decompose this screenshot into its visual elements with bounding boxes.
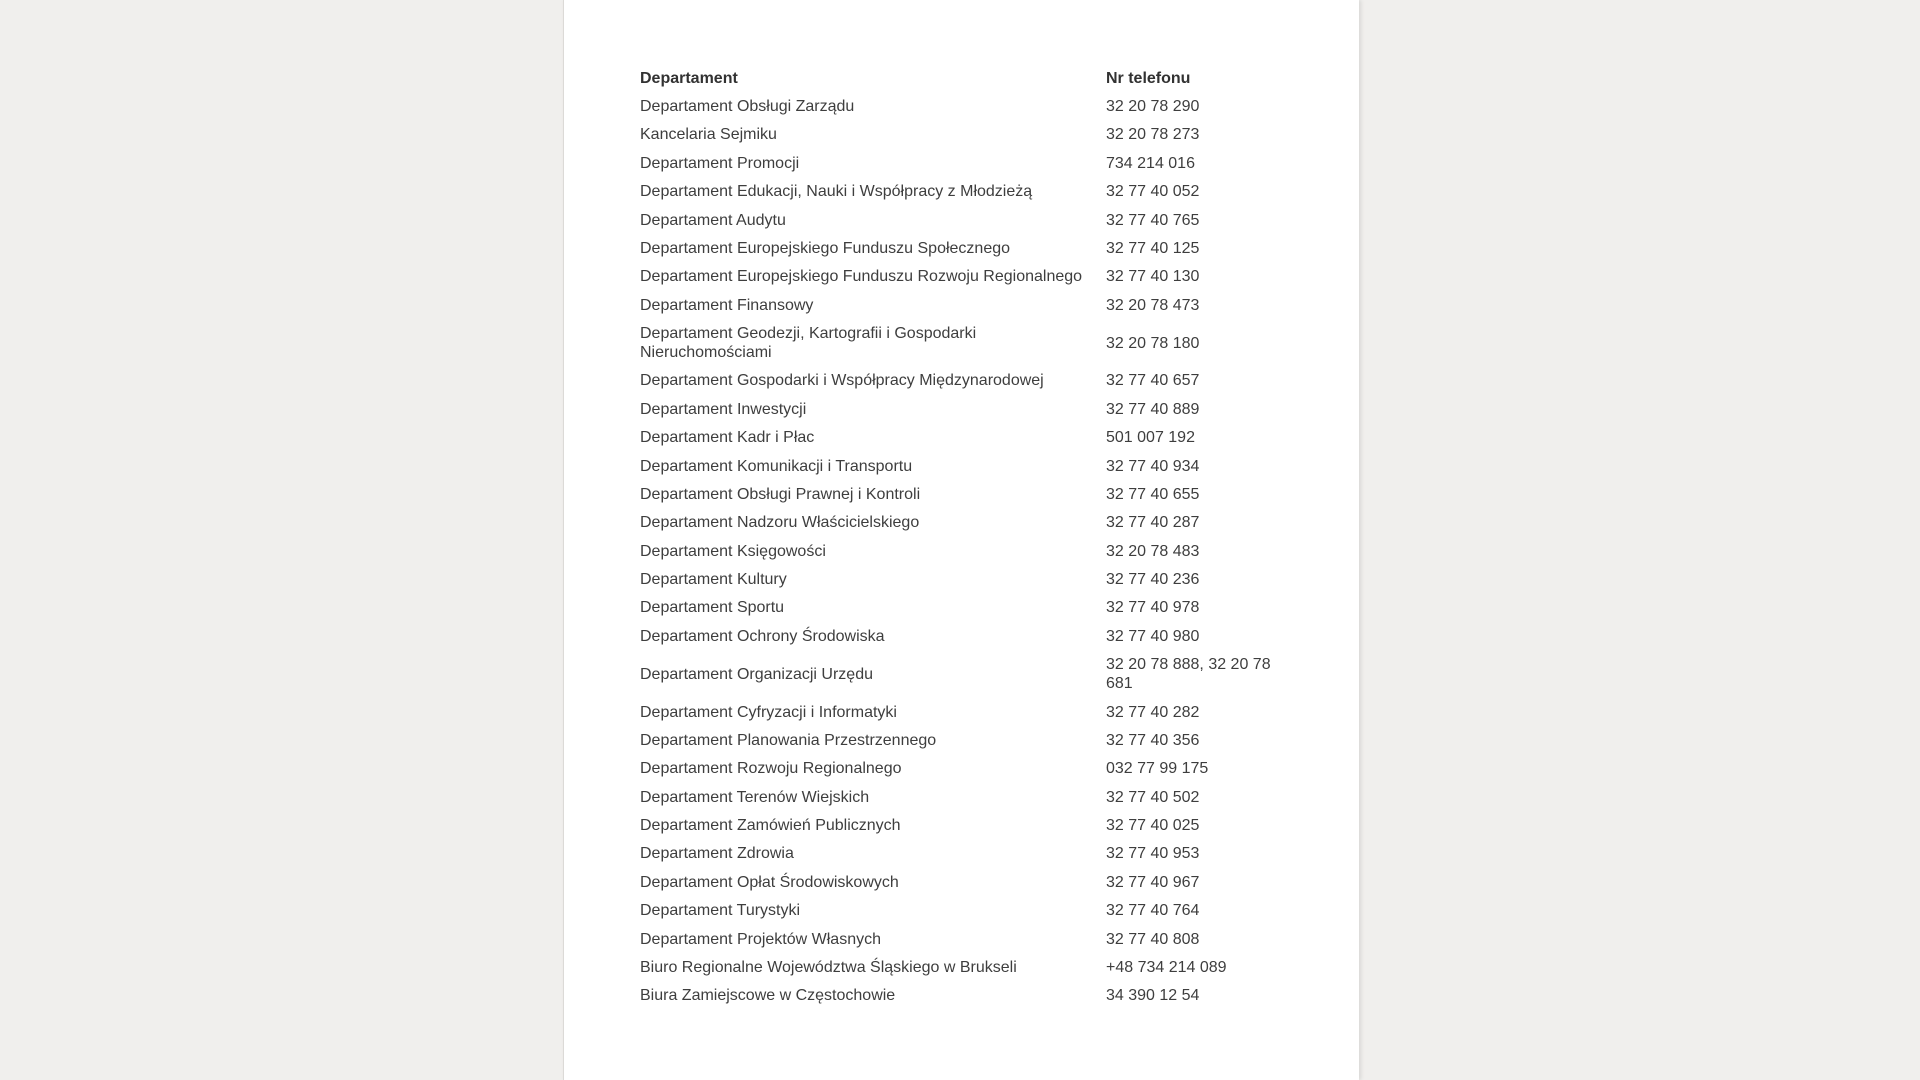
phone-number-cell: 32 77 40 502 (1106, 788, 1200, 806)
department-name-cell: Kancelaria Sejmiku (640, 126, 777, 144)
phone-number-cell: 32 77 40 657 (1106, 372, 1200, 390)
department-name-cell: Departament Promocji (640, 154, 800, 172)
table-row (640, 395, 1276, 423)
phone-number-cell: 32 77 40 655 (1106, 485, 1200, 503)
phone-number-cell: 32 77 40 967 (1106, 873, 1200, 891)
table-row (640, 367, 1276, 395)
department-name-cell: Biura Zamiejscowe w Częstochowie (640, 987, 896, 1005)
phone-number-cell: 734 214 016 (1106, 154, 1195, 172)
table-row (640, 840, 1276, 868)
table-header-row (640, 64, 1276, 92)
content-panel (563, 0, 1359, 1080)
table-row (640, 953, 1276, 981)
table-row (640, 509, 1276, 537)
table-row (640, 868, 1276, 896)
column-header-phone: Nr telefonu (1106, 69, 1191, 87)
phone-number-cell: 32 77 40 025 (1106, 817, 1200, 835)
phone-number-cell: 32 77 40 287 (1106, 514, 1200, 532)
department-name-cell: Departament Księgowości (640, 542, 826, 560)
department-name-cell: Departament Komunikacji i Transportu (640, 457, 913, 475)
table-row (640, 565, 1276, 593)
table-row (640, 121, 1276, 149)
department-name-cell: Departament Projektów Własnych (640, 930, 881, 948)
table-row (640, 755, 1276, 783)
phone-number-cell: 32 20 78 180 (1106, 334, 1200, 352)
table-row (640, 263, 1276, 291)
content-area (564, 0, 1359, 1010)
table-row (640, 537, 1276, 565)
table-row (640, 291, 1276, 319)
department-name-cell: Departament Zamówień Publicznych (640, 817, 901, 835)
department-table-body (640, 92, 1276, 1010)
table-row (640, 726, 1276, 754)
department-name-cell: Departament Nadzoru Właścicielskiego (640, 514, 920, 532)
department-name-cell: Departament Europejskiego Funduszu Społecznego (640, 239, 1011, 257)
department-name-cell: Departament Europejskiego Funduszu Rozwoju Regionalnego (640, 268, 1083, 286)
phone-number-cell: 32 77 40 808 (1106, 930, 1200, 948)
department-name-cell: Departament Edukacji, Nauki i Współpracy z Młodzieżą (640, 183, 1033, 201)
table-row (640, 811, 1276, 839)
phone-number-cell: 32 77 40 765 (1106, 211, 1200, 229)
phone-number-cell: 32 77 40 052 (1106, 183, 1200, 201)
department-name-cell: Departament Rozwoju Regionalnego (640, 760, 902, 778)
phone-number-cell: 32 77 40 236 (1106, 571, 1200, 589)
table-row (640, 594, 1276, 622)
department-name-cell: Departament Organizacji Urzędu (640, 665, 873, 683)
phone-number-cell: 32 77 40 356 (1106, 731, 1200, 749)
department-name-cell: Departament Terenów Wiejskich (640, 788, 870, 806)
phone-number-cell: 501 007 192 (1106, 429, 1195, 447)
phone-number-cell: 032 77 99 175 (1106, 760, 1209, 778)
column-header-department: Departament (640, 69, 738, 87)
department-name-cell: Departament Obsługi Prawnej i Kontroli (640, 485, 921, 503)
phone-number-cell: 32 77 40 889 (1106, 400, 1200, 418)
table-row (640, 622, 1276, 650)
department-name-cell: Departament Obsługi Zarządu (640, 98, 855, 116)
table-row (640, 925, 1276, 953)
department-name-cell: Departament Kultury (640, 571, 787, 589)
phone-number-cell: 32 77 40 934 (1106, 457, 1200, 475)
phone-number-cell: 32 20 78 888, 32 20 78 681 (1106, 656, 1271, 693)
department-name-cell: Departament Turystyki (640, 902, 801, 920)
department-name-cell: Departament Audytu (640, 211, 786, 229)
table-row (640, 149, 1276, 177)
phone-number-cell: 32 77 40 980 (1106, 627, 1200, 645)
table-row (640, 319, 1276, 366)
department-name-cell: Departament Finansowy (640, 296, 814, 314)
table-row (640, 897, 1276, 925)
phone-number-cell: 32 20 78 473 (1106, 296, 1200, 314)
phone-number-cell: 32 77 40 130 (1106, 268, 1200, 286)
table-row (640, 783, 1276, 811)
table-row (640, 651, 1276, 698)
phone-number-cell: 32 77 40 125 (1106, 239, 1200, 257)
phone-number-cell: 32 20 78 290 (1106, 98, 1200, 116)
department-name-cell: Departament Cyfryzacji i Informatyki (640, 703, 897, 721)
table-row (640, 206, 1276, 234)
phone-number-cell: 32 20 78 273 (1106, 126, 1200, 144)
table-row (640, 982, 1276, 1010)
table-row (640, 452, 1276, 480)
phone-number-cell: 32 77 40 764 (1106, 902, 1200, 920)
phone-number-cell: 32 77 40 282 (1106, 703, 1200, 721)
department-name-cell: Departament Inwestycji (640, 400, 807, 418)
department-name-cell: Departament Geodezji, Kartografii i Gospodarki Nieruchomościami (640, 325, 977, 362)
table-row (640, 92, 1276, 120)
table-row (640, 234, 1276, 262)
department-phone-table (640, 64, 1276, 1010)
phone-number-cell: 32 77 40 978 (1106, 599, 1200, 617)
table-row (640, 698, 1276, 726)
table-row (640, 178, 1276, 206)
department-name-cell: Biuro Regionalne Województwa Śląskiego w Brukseli (640, 958, 1017, 976)
department-name-cell: Departament Sportu (640, 599, 785, 617)
department-name-cell: Departament Ochrony Środowiska (640, 627, 885, 645)
phone-number-cell: 34 390 12 54 (1106, 987, 1200, 1005)
department-name-cell: Departament Opłat Środowiskowych (640, 873, 899, 891)
table-header (640, 64, 1276, 92)
phone-number-cell: 32 77 40 953 (1106, 845, 1200, 863)
phone-number-cell: +48 734 214 089 (1106, 958, 1227, 976)
department-name-cell: Departament Planowania Przestrzennego (640, 731, 937, 749)
table-row (640, 480, 1276, 508)
department-name-cell: Departament Zdrowia (640, 845, 794, 863)
phone-number-cell: 32 20 78 483 (1106, 542, 1200, 560)
table-row (640, 424, 1276, 452)
department-name-cell: Departament Gospodarki i Współpracy Międzynarodowej (640, 372, 1044, 390)
department-name-cell: Departament Kadr i Płac (640, 429, 815, 447)
